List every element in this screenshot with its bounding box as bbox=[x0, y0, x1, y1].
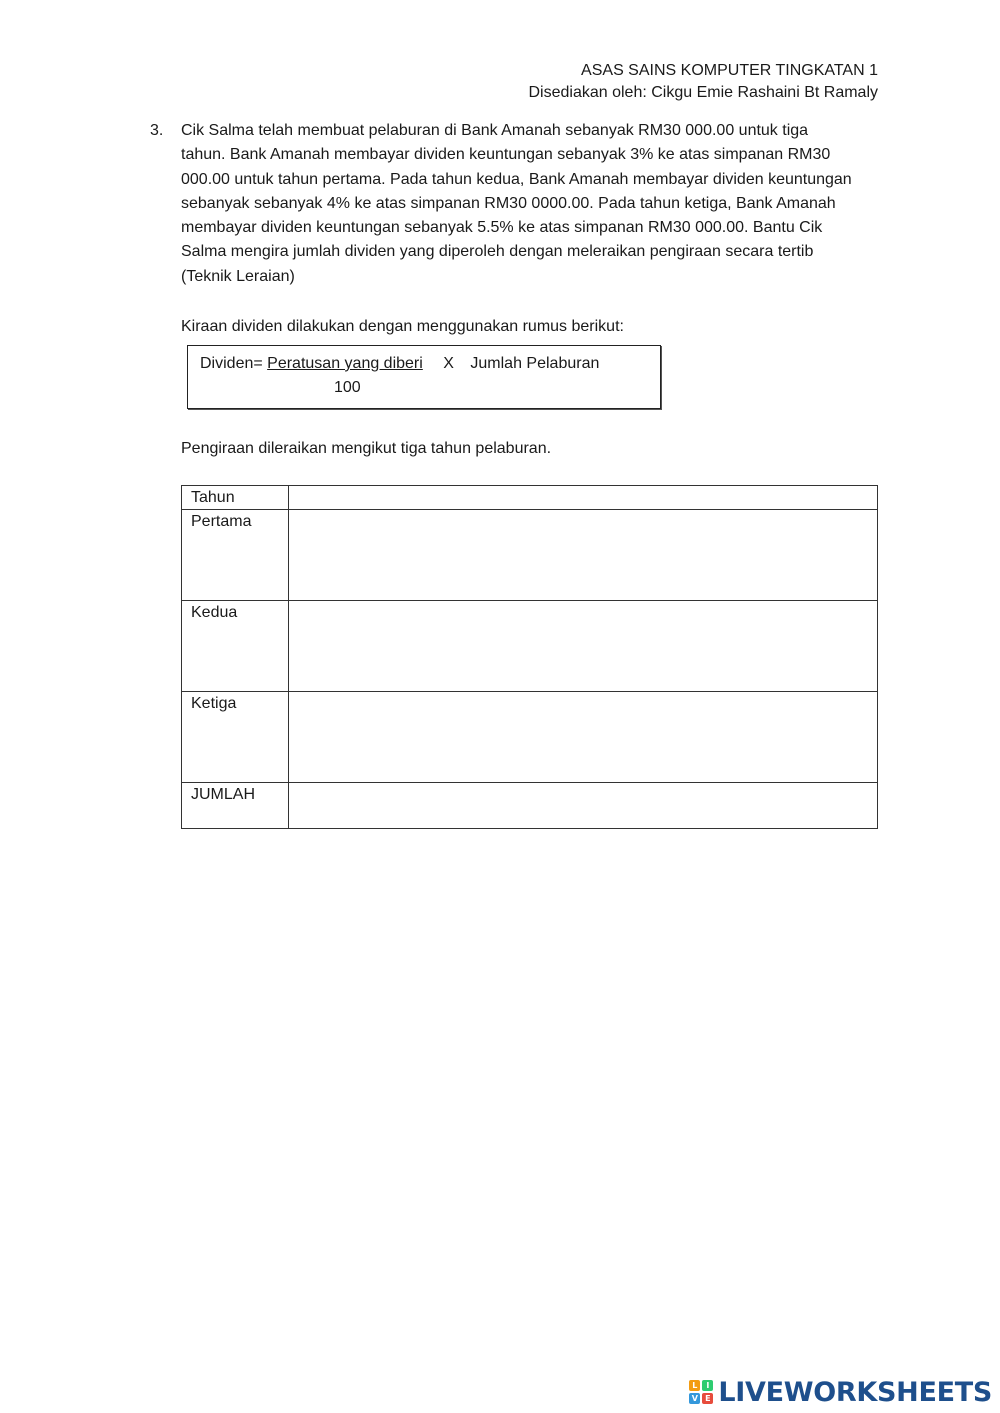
table-row-total bbox=[182, 783, 878, 829]
question-block bbox=[150, 119, 860, 289]
header-subject: ASAS SAINS KOMPUTER TINGKATAN 1 bbox=[581, 62, 878, 79]
row-label-total: JUMLAH bbox=[182, 783, 289, 829]
answer-cell-first-year[interactable] bbox=[289, 510, 878, 601]
page-header bbox=[529, 60, 879, 104]
formula-numerator: Peratusan yang diberi bbox=[267, 355, 423, 372]
row-label-third-year: Ketiga bbox=[182, 692, 289, 783]
answer-cell-third-year[interactable] bbox=[289, 692, 878, 783]
table-row bbox=[182, 692, 878, 783]
header-cell-year: Tahun bbox=[182, 486, 289, 510]
formula-denominator: 100 bbox=[334, 379, 361, 396]
formula-intro: Kiraan dividen dilakukan dengan menggunakan rumus berikut: bbox=[181, 318, 624, 335]
row-label-second-year: Kedua bbox=[182, 601, 289, 692]
liveworksheets-logo-icon bbox=[689, 1380, 713, 1404]
table-row bbox=[182, 601, 878, 692]
logo-tile-l: L bbox=[689, 1380, 700, 1391]
answer-cell-second-year[interactable] bbox=[289, 601, 878, 692]
table-header-row bbox=[182, 486, 878, 510]
liveworksheets-brand[interactable] bbox=[689, 1377, 992, 1407]
logo-tile-i: I bbox=[702, 1380, 713, 1391]
formula-lhs: Dividen= bbox=[200, 355, 263, 372]
table-row bbox=[182, 510, 878, 601]
calculation-table bbox=[181, 485, 878, 829]
calculation-intro: Pengiraan dileraikan mengikut tiga tahun pelaburan. bbox=[181, 440, 552, 457]
row-label-first-year: Pertama bbox=[182, 510, 289, 601]
logo-tile-v: V bbox=[689, 1393, 700, 1404]
formula-line bbox=[200, 353, 599, 375]
formula-rhs: Jumlah Pelaburan bbox=[470, 355, 600, 372]
formula-operator: X bbox=[443, 355, 454, 372]
header-author: Disediakan oleh: Cikgu Emie Rashaini Bt Ramaly bbox=[528, 84, 878, 101]
question-number: 3. bbox=[150, 122, 164, 139]
brand-text: LIVEWORKSHEETS bbox=[718, 1376, 992, 1408]
logo-tile-e: E bbox=[702, 1393, 713, 1404]
header-cell-blank bbox=[289, 486, 878, 510]
formula-box bbox=[187, 345, 661, 409]
answer-cell-total[interactable] bbox=[289, 783, 878, 829]
question-text: Cik Salma telah membuat pelaburan di Bank Amanah sebanyak RM30 000.00 untuk tiga tahun. Bank Amanah membayar dividen keuntungan sebanyak 3% ke atas simpanan RM30 000.00 untuk tahun pertama. Pada tahun kedua, Bank Amanah membayar dividen keuntungan sebanyak sebanyak 4% ke atas simpanan RM30 0000.00. Pada tahun ketiga, Bank Amanah membayar dividen keuntungan sebanyak 5.5% ke atas simpanan RM30 000.00. Bantu Cik Salma mengira jumlah dividen yang diperoleh dengan meleraikan pengiraan secara tertib (Teknik Leraian) bbox=[181, 122, 852, 285]
